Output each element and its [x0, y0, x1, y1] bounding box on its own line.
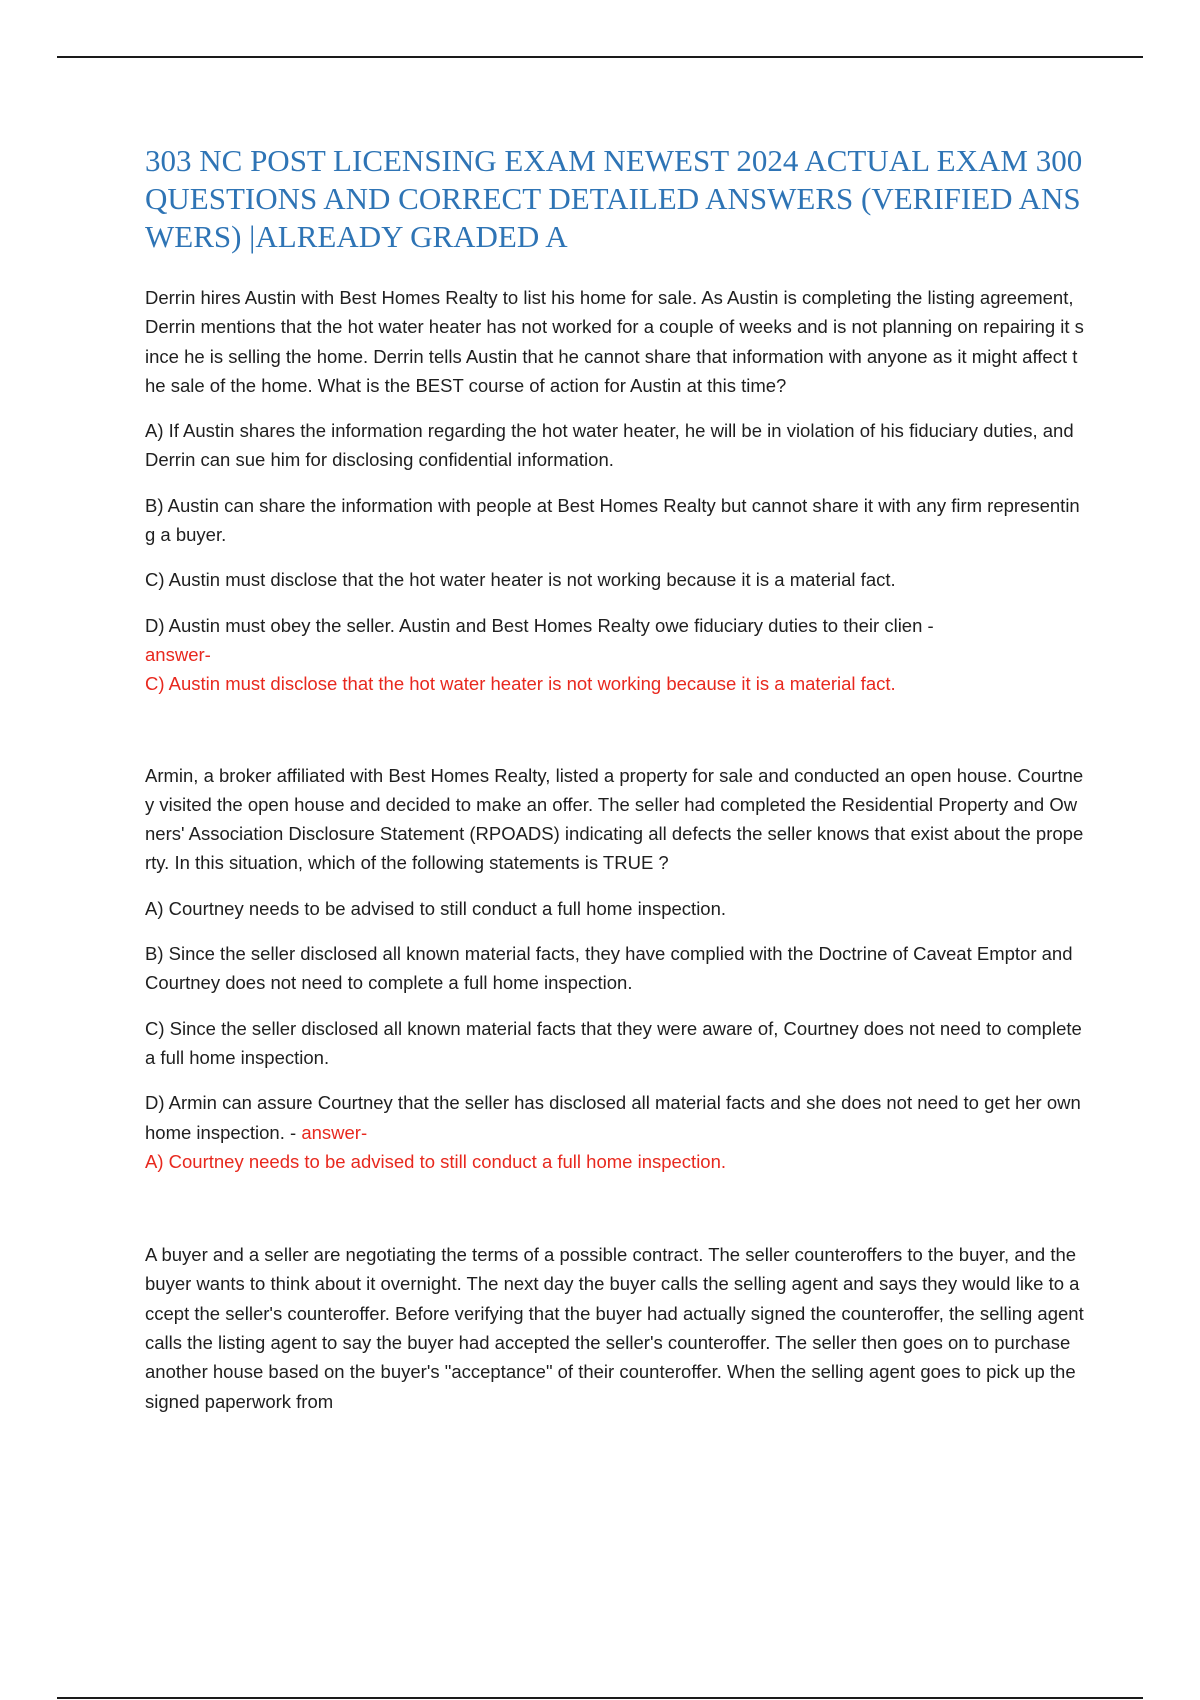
option-d-text: D) Armin can assure Courtney that the seller has disclosed all material facts and she does not need to get her own home inspection. - — [145, 1092, 1081, 1143]
option-a: A) If Austin shares the information regarding the hot water heater, he will be in violation of his fiduciary duties, and Derrin can sue him for disclosing confidential information. — [145, 420, 1074, 471]
option-b: B) Austin can share the information with people at Best Homes Realty but cannot share it with any firm representing a buyer. — [145, 494, 1080, 546]
question-block-3 — [145, 1240, 1085, 1416]
document-body — [145, 142, 1085, 1480]
question-text: Armin, a broker affiliated with Best Homes Realty, listed a property for sale and conducted an open house. Courtney visited the open house and decided to make an offer. The seller had completed the Residential Property and Owners' Association Disclosure Statement (RPOADS) indicating all defects the seller knows that exist about the property. In this situation, which of the following statements is TRUE ? — [145, 764, 1084, 874]
option-b: B) Since the seller disclosed all known material facts, they have complied with the Doctrine of Caveat Emptor and Courtney does not need to complete a full home inspection. — [145, 943, 1073, 994]
option-c: C) Austin must disclose that the hot water heater is not working because it is a material fact. — [145, 569, 896, 591]
option-d-text: D) Austin must obey the seller. Austin and Best Homes Realty owe fiduciary duties to their clien - — [145, 614, 934, 636]
answer-marker: answer- — [301, 1121, 368, 1143]
question-text: A buyer and a seller are negotiating the terms of a possible contract. The seller counteroffers to the buyer, and the buyer wants to think about it overnight. The next day the buyer calls the selling agent and says they would like to accept the seller's counteroffer. Before verifying that the buyer had actually signed the counteroffer, the selling agent calls the listing agent to say the buyer had accepted the seller's counteroffer. The seller then goes on to purchase another house based on the buyer's "acceptance" of their counteroffer. When the selling agent goes to pick up the signed paperwork from — [145, 1244, 1084, 1412]
correct-answer: C) Austin must disclose that the hot water heater is not working because it is a material fact. — [145, 673, 896, 695]
answer-marker: answer- — [145, 643, 211, 665]
question-text: Derrin hires Austin with Best Homes Realty to list his home for sale. As Austin is completing the listing agreement, Derrin mentions that the hot water heater has not worked for a couple of weeks and is not planning on repairing it since he is selling the home. Derrin tells Austin that he cannot share that information with anyone as it might affect the sale of the home. What is the BEST course of action for Austin at this time? — [145, 287, 1084, 396]
question-block-1 — [145, 283, 1085, 699]
correct-answer: A) Courtney needs to be advised to still conduct a full home inspection. — [145, 1150, 727, 1172]
header-rule — [57, 56, 1143, 58]
question-block-2 — [145, 761, 1085, 1177]
option-a: A) Courtney needs to be advised to still conduct a full home inspection. — [145, 897, 727, 919]
option-c: C) Since the seller disclosed all known material facts that they were aware of, Courtney does not need to complete a full home inspection. — [145, 1017, 1082, 1068]
option-d — [145, 1088, 1085, 1147]
footer-rule — [57, 1697, 1143, 1699]
option-d — [145, 611, 1085, 670]
document-title: 303 NC POST LICENSING EXAM NEWEST 2024 ACTUAL EXAM 300 QUESTIONS AND CORRECT DETAILED ANSWERS (VERIFIED ANSWERS) |ALREADY GRADED A — [145, 143, 1083, 254]
